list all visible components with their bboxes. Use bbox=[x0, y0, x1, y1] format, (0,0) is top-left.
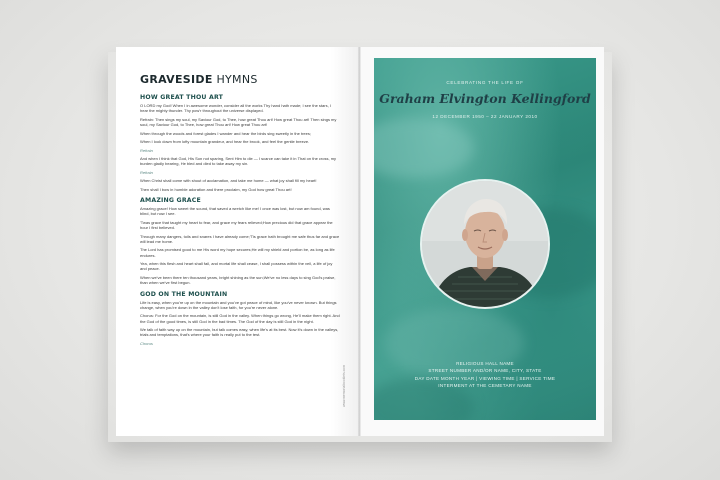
celebrating-label: CELEBRATING THE LIFE OF bbox=[446, 80, 524, 85]
hymn-verse: The Lord has promised good to me His word my hope secures;He will my shield and portion be, as long as life endures. bbox=[140, 247, 335, 258]
hymn-verse: Refrain: Then sings my soul, my Saviour God, to Thee, how great Thou art! How great Thou art! Then sings my soul, my Saviour God, to Thee, how great Thou art! How great Thou art! bbox=[140, 116, 337, 128]
hymn-verse: Then shall I bow in humble adoration and there proclaim, my God how great Thou art! bbox=[140, 186, 292, 192]
hymn-refrain-label: Chorus bbox=[140, 340, 153, 346]
hymn-verse: Chorus: For the God on the mountain, is still God in the valley. When things go wrong, He'll make them right. And the God of the good times, is still God in the bad times. The God of the day is still God in the night. bbox=[140, 313, 340, 324]
page-title bbox=[140, 73, 340, 86]
hymn-verse: We talk of faith way up on the mountain, but talk comes easy, when life's at its best. Now it's down in the valleys, trials and temptations, that's where your faith is really put to the test. bbox=[140, 327, 339, 338]
hymn-verse: Life is easy, when you're up on the mountain and you've got peace of mind, like you've never known. But things change, when you're down in the valley don't lose faith, for you're never alone. bbox=[140, 299, 337, 310]
service-line: RELIGIOUS HALL NAME bbox=[456, 361, 514, 366]
hymn-title: AMAZING GRACE bbox=[140, 197, 201, 205]
service-line: DAY DATE MONTH YEAR | VIEWING TIME | SERVICE TIME bbox=[414, 375, 556, 381]
life-dates: 12 DECEMBER 1950 – 22 JANUARY 2010 bbox=[432, 114, 538, 119]
hymn-verse: When I look down from lofty mountain grandeur, and hear the brook, and feel the gentle breeze. bbox=[140, 139, 310, 145]
hymn-title: HOW GREAT THOU ART bbox=[140, 94, 224, 101]
vertical-website-text: www.memorialbooklets.com bbox=[342, 364, 346, 407]
hymn-content bbox=[140, 73, 340, 349]
service-line: STREET NUMBER AND/OR NAME, CITY, STATE bbox=[428, 368, 542, 374]
booklet-inside-page bbox=[116, 47, 360, 436]
portrait-photo bbox=[420, 179, 550, 309]
hymn-verse: And when I think that God, His Son not sparing, Sent Him to die — I scarce can take it in That on the cross, my burden gladly bearing, He bled and died to take away my sin. bbox=[140, 156, 337, 167]
page-title-light: HYMNS bbox=[212, 73, 258, 86]
service-line: INTERMENT AT THE CEMETARY NAME bbox=[438, 383, 532, 389]
portrait-illustration bbox=[422, 181, 548, 307]
hymn-title: GOD ON THE MOUNTAIN bbox=[140, 290, 228, 298]
hymn-verse: Amazing grace! How sweet the sound, that saved a wretch like me! I once was lost, but now am found, was blind, but now I see. bbox=[140, 206, 330, 217]
hymn-refrain-label: Refrain bbox=[140, 147, 153, 153]
cover-panel bbox=[374, 58, 596, 420]
hymn-refrain-label: Refrain bbox=[140, 169, 153, 175]
service-details bbox=[374, 360, 596, 390]
hymn-verse: When Christ shall come with shout of acclamation, and take me home — what joy shall fill my heart! bbox=[140, 178, 317, 184]
hymn-verse: Yea, when this flesh and heart shall fail, and mortal life shall cease, I shall possess within the veil, a life of joy and peace. bbox=[140, 261, 333, 272]
hymn-verse: Through many dangers, toils and snares I have already come;'Tis grace hath brought me safe thus far and grace will lead me home. bbox=[140, 233, 340, 244]
hymn-verse: O LORD my God! When I in awesome wonder, consider all the works Thy hand hath made; I see the stars, I hear the mighty thunder. Thy pow'r throughout the universe displayed. bbox=[140, 103, 331, 114]
hymn-verse: When through the woods and forest glades I wander and hear the birds sing sweetly in the trees; bbox=[140, 130, 311, 136]
page-title-bold: GRAVESIDE bbox=[140, 73, 213, 86]
hymn-verse: 'Twas grace that taught my heart to fear, and grace my fears relieved;How precious did that grace appear the hour I first believed. bbox=[140, 219, 333, 231]
deceased-name: Graham Elvington Kellingford bbox=[379, 91, 591, 106]
watercolor-light bbox=[374, 118, 474, 178]
hymn-verse: When we've been there ten thousand years, bright shining as the sun;We've no less days to sing God's praise, than when we've first begun. bbox=[140, 274, 336, 286]
booklet-spine bbox=[358, 47, 361, 436]
